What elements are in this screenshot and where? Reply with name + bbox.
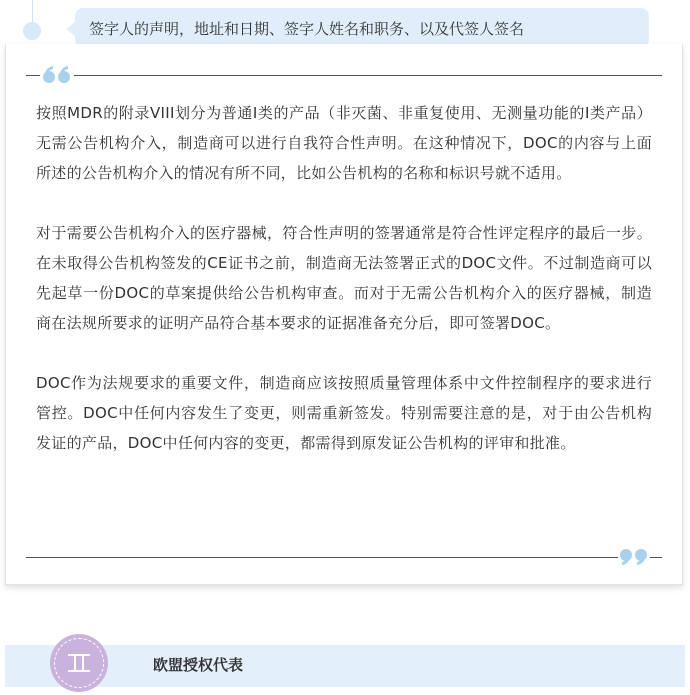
paragraph-1: 按照MDR的附录VIII划分为普通I类的产品（非灭菌、非重复使用、无测量功能的I类产品）无需公告机构介入，制造商可以进行自我符合性声明。在这种情况下，DOC的内容与上面所述的公告机构介入的情况有所不同，比如公告机构的名称和标识号就不适用。	[36, 104, 652, 182]
body-text	[36, 98, 652, 458]
section-number-badge	[50, 634, 108, 692]
open-quote-icon	[40, 64, 74, 84]
bottom-divider	[26, 557, 662, 558]
close-quote-icon	[618, 548, 650, 566]
timeline-line	[32, 0, 33, 22]
section-title: 欧盟授权代表	[153, 656, 244, 674]
timeline-dot	[23, 22, 41, 40]
roman-numeral-two-icon	[54, 638, 104, 688]
top-divider	[26, 75, 662, 76]
signature-note-bubble	[75, 8, 649, 48]
bubble-text: 签字人的声明，地址和日期、签字人姓名和职务、以及代签人签名	[89, 19, 525, 38]
paragraph-3: DOC作为法规要求的重要文件，制造商应该按照质量管理体系中文件控制程序的要求进行管控。DOC中任何内容发生了变更，则需重新签发。特别需要注意的是，对于由公告机构发证的产品，DOC中任何内容的变更，都需得到原发证公告机构的评审和批准。	[36, 374, 652, 452]
paragraph-2: 对于需要公告机构介入的医疗器械，符合性声明的签署通常是符合性评定程序的最后一步。在未取得公告机构签发的CE证书之前，制造商无法签署正式的DOC文件。不过制造商可以先起草一份DOC的草案提供给公告机构审查。而对于无需公告机构介入的医疗器械，制造商在法规所要求的证明产品符合基本要求的证据准备充分后，即可签署DOC。	[36, 224, 652, 332]
